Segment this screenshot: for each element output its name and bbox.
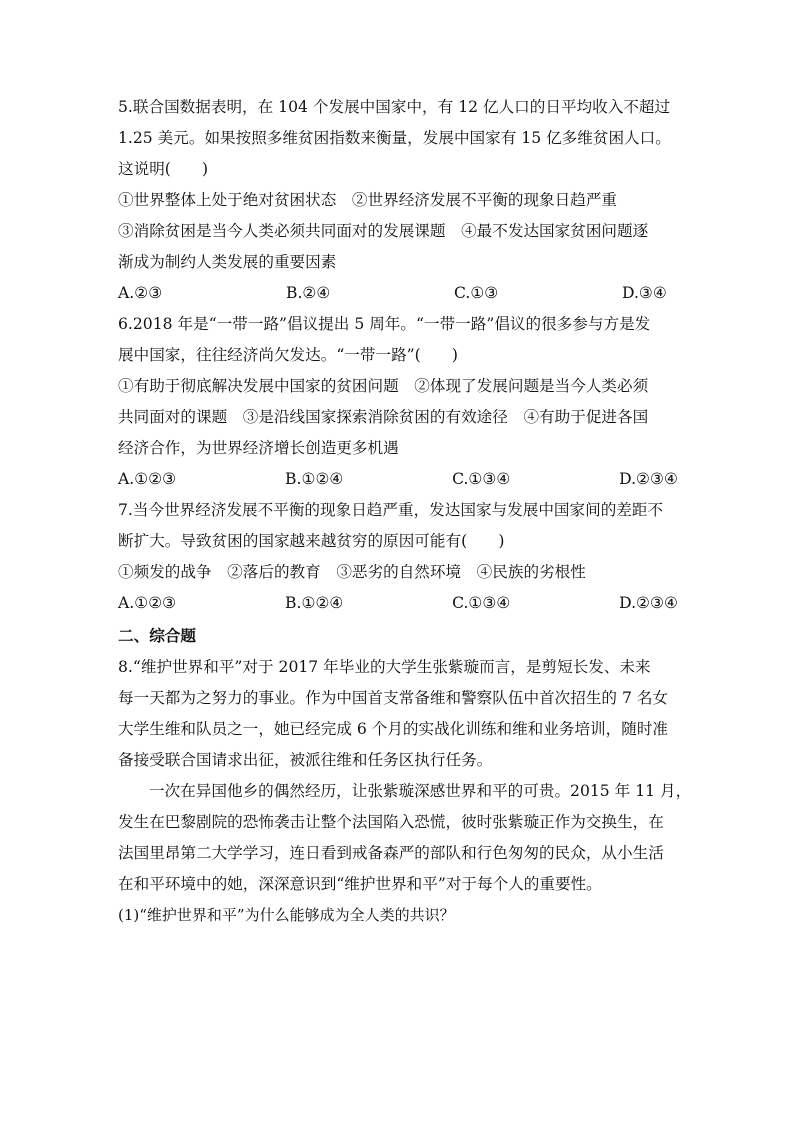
question-5-stem-line-1: 5.联合国数据表明，在 104 个发展中国家中，有 12 亿人口的日平均收入不超过 (118, 98, 671, 116)
question-7-option-d: D.②③④ (619, 594, 678, 612)
section-title-comprehensive: 二、综合题 (118, 627, 196, 645)
question-8-para-1-line-3: 大学生维和队员之一，她已经完成 6 个月的实战化训练和维和业务培训，随时准 (118, 720, 669, 738)
question-5-option-d: D.③④ (622, 284, 667, 302)
question-7-stem-line-1: 7.当今世界经济发展不平衡的现象日趋严重，发达国家与发展中国家间的差距不 (118, 501, 664, 519)
question-5-option-a: A.②③ (118, 284, 163, 302)
question-6-option-a: A.①②③ (118, 470, 177, 488)
question-7-option-a: A.①②③ (118, 594, 177, 612)
question-5-statement-line-1: ①世界整体上处于绝对贫困状态 ②世界经济发展不平衡的现象日趋严重 (118, 191, 618, 209)
question-6-stem-line-1: 6.2018 年是“一带一路”倡议提出 5 周年。“一带一路”倡议的很多参与方是发 (118, 315, 651, 333)
question-5-options (118, 278, 678, 309)
question-7-stem-line-2: 断扩大。导致贫困的国家越来越贫穷的原因可能有( ) (118, 532, 505, 550)
question-6-option-d: D.②③④ (619, 470, 678, 488)
question-6-statement-line-1: ①有助于彻底解决发展中国家的贫困问题 ②体现了发展问题是当今人类必须 (118, 377, 649, 395)
question-8-para-2-line-3: 法国里昂第二大学学习，连日看到戒备森严的部队和行色匆匆的民众，从小生活 (118, 844, 664, 862)
question-7 (118, 495, 678, 619)
question-5-option-c: C.①③ (454, 284, 499, 302)
question-5-option-b: B.②④ (286, 284, 331, 302)
question-8-para-1-line-2: 每一天都为之努力的事业。作为中国首支常备维和警察队伍中首次招生的 7 名女 (118, 689, 669, 707)
question-5 (118, 92, 678, 309)
question-8-para-2-line-2: 发生在巴黎剧院的恐怖袭击让整个法国陷入恐慌，彼时张紫璇正作为交换生，在 (118, 813, 664, 831)
question-6-statement-line-2: 共同面对的课题 ③是沿线国家探索消除贫困的有效途径 ④有助于促进各国 (118, 408, 649, 426)
question-8 (118, 652, 692, 931)
question-5-statement-line-2: ③消除贫困是当今人类必须共同面对的发展课题 ④最不发达国家贫困问题逐 (118, 222, 649, 240)
question-7-option-c: C.①③④ (452, 594, 511, 612)
question-6 (118, 309, 678, 495)
question-8-para-2-line-4: 在和平环境中的她，深深意识到“维护世界和平”对于每个人的重要性。 (118, 875, 602, 893)
question-5-statement-line-3: 渐成为制约人类发展的重要因素 (118, 253, 337, 271)
question-8-para-2-line-1: 一次在异国他乡的偶然经历，让张紫璇深感世界和平的可贵。2015 年 11 月， (149, 782, 692, 800)
question-7-option-b: B.①②④ (285, 594, 344, 612)
question-6-stem-line-2: 展中国家，往往经济尚欠发达。“一带一路”( ) (118, 346, 458, 364)
question-8-sub-question-1: (1)“维护世界和平”为什么能够成为全人类的共识？ (118, 906, 455, 924)
question-5-stem-line-3: 这说明( ) (118, 160, 209, 178)
document-page (118, 92, 692, 931)
question-6-option-c: C.①③④ (452, 470, 511, 488)
question-8-para-1-line-4: 备接受联合国请求出征，被派往维和任务区执行任务。 (118, 751, 493, 769)
question-8-para-1-line-1: 8.“维护世界和平”对于 2017 年毕业的大学生张紫璇而言，是剪短长发、未来 (118, 658, 651, 676)
question-5-stem-line-2: 1.25 美元。如果按照多维贫困指数来衡量，发展中国家有 15 亿多维贫困人口。 (118, 129, 671, 147)
question-6-options (118, 464, 678, 495)
question-6-statement-line-3: 经济合作，为世界经济增长创造更多机遇 (118, 439, 399, 457)
question-6-option-b: B.①②④ (285, 470, 344, 488)
question-7-statement-line-1: ①频发的战争 ②落后的教育 ③恶劣的自然环境 ④民族的劣根性 (118, 563, 586, 581)
question-7-options (118, 588, 678, 619)
